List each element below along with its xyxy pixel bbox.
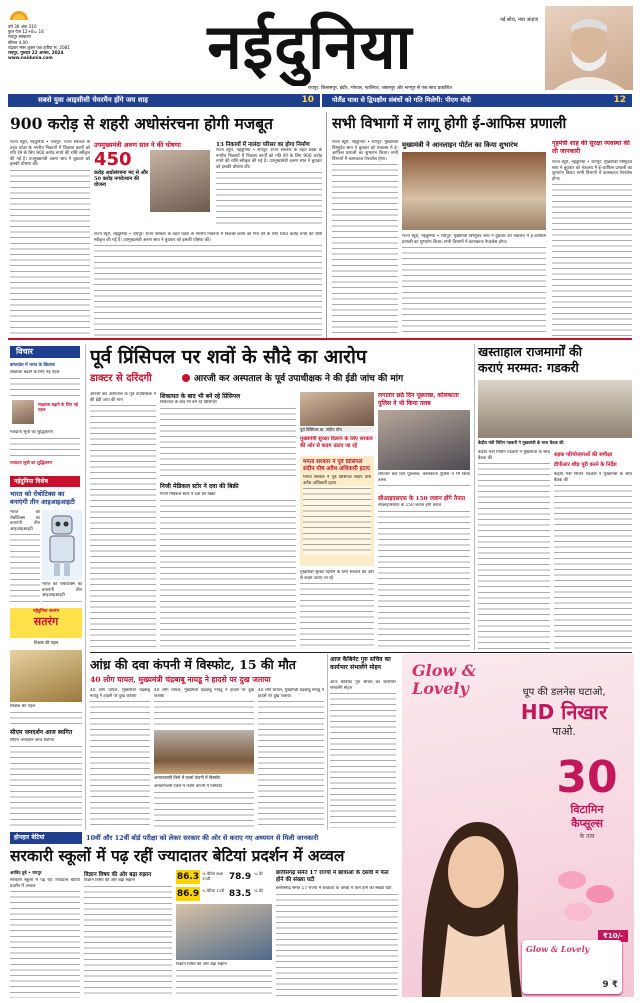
ad-capsules-sub: के तत्व [579,833,595,840]
vichar-label: विचार [10,346,80,358]
explosion-caption: अनकापल्ली जिले में फार्मा कंपनी में विस्फोट [154,775,221,780]
ad-product-pack: Glow & Lovely 9 ₹ [522,940,622,994]
website-link[interactable]: www.naidunia.com [8,55,53,61]
vichar-body-1: साक्षरता बढ़ाने के लिए नई पहल [10,370,80,398]
vichar-item-3[interactable]: मतदाता सूची का शुद्धिकरण [10,460,53,465]
andhra-side-headline: आज कैबिनेट गुरु सचिव का कार्यभार संभालेंगे मोहन [330,656,391,671]
top-right-side-headline: गृहमंत्री शाह की सुरक्षा व्यवस्था की ली जानकारी [552,140,630,155]
ad-line-1: धूप की डलनेस घटाओ, [522,687,606,698]
janadarshan-body: सीएम जनदर्शन आज स्थगित [10,738,82,826]
main-col-head-2: निजी मेडिकल स्टोर ने दवा की बिक्री [160,483,239,490]
vichar-body-2: मतदाता सूची का शुद्धिकरण [10,430,80,458]
section-divider-2 [90,652,632,653]
top-left-subhead: उपमुख्यमंत्री अरुण साव ने की घोषणा [94,141,181,149]
bottom-headline: सरकारी स्कूलों में पढ़ रहीं ज्यादातर बेटियां प्रदर्शन में अव्वल [10,846,345,865]
issue-date: रायपुर, गुरुवार 22 अगस्त, 2024 [8,50,64,56]
bottom-body-4: छत्तीसगढ़ समेत 17 राज्यों में छात्राओं के दसवीं में फेल होने की संख्या घटी [276,886,398,998]
special-label: नईदुनिया विशेष [10,476,80,487]
ad-line-3: पाओ. [552,725,576,738]
andhra-divider [327,654,328,830]
top-left-body-3: राज्य ब्यूरो, नईदुनिया • रायपुर: राज्य सरकार के तहत प्रदेश के नगरीय निकायों में विकास कार्यों को गति देने के लिए 900 करोड़ रुपये की राशि स्वीकृत की गई है। उपमुख्यमंत्री अरुण साव ने बुधवार को इसकी घोषणा की। [94,232,322,336]
top-left-body: राज्य ब्यूरो, नईदुनिया • रायपुर: राज्य सरकार के तहत प्रदेश के नगरीय निकायों में विकास कार्यों को गति देने के लिए 900 करोड़ रुपये की राशि स्वीकृत की गई है। उपमुख्यमंत्री अरुण साव ने बुधवार को इसकी घोषणा की। [10,140,90,336]
pm-portrait-image [545,6,633,90]
bottom-strip: 10वीं और 12वीं बोर्ड परीक्षा को लेकर सरकार की ओर से कराए गए अध्ययन से मिली जानकारी [86,834,319,842]
andhra-subhead: 40 लोग घायल, मुख्यमंत्री चंद्रबाबू नायडू ने हादसे पर दुख जताया [90,675,271,684]
fund-box: 450 करोड़ अधोसंरचना मद से और 50 करोड़ नगरोत्थान की योजना [94,149,148,188]
ad-price-tag: ₹10/- [598,930,628,942]
column-divider [326,112,327,338]
gadkari-body-1: केंद्रीय मंत्री नितिन गडकरी ने मुख्यमंत्री के साथ बैठक की [478,450,550,650]
gadkari-body-2: केंद्रीय मंत्री नितिन गडकरी ने मुख्यमंत्री के साथ बैठक की [554,472,632,650]
main-divider [474,344,475,650]
main-body-4: मुख्यमंत्री सुरक्षा दिलाने के लिए सरकार की ओर से कदम उठाए जा रहे [300,570,374,650]
satrang-sub: शिक्षक की पहल [33,640,59,645]
promo-strip-left[interactable]: सबसे युवा आइसीसी चेयरमैन होंगे जय शाह 10 [8,94,320,107]
tagline: नई सोच, नया अंदाज [500,17,538,23]
deputy-cm-photo [150,150,210,212]
edition-cities: रायपुर, बिलासपुर, इंदौर, भोपाल, ग्वालियर, जबलपुर और नागपुर से एक साथ प्रकाशित [308,86,452,91]
stat-3: 86.9 [176,889,200,899]
ad-brand-logo: Glow & Lovely [412,661,477,698]
bottom-body-2: विज्ञान विषय की ओर बढ़ा रुझान [84,878,172,998]
bottom-right-head: छत्तीसगढ़ समेत 17 राज्यों में छात्राओं के दसवीं में फेल होने की संख्या घटी [276,870,389,883]
principal-photo-caption: पूर्व प्रिंसिपल डा. संदीप घोष [300,427,374,432]
ad-line-2: HD निखार [520,700,608,724]
main-body-2: शिकायत के बाद भी बने रहे प्रिंसिपल [160,400,296,480]
gadkari-headline-2: कराएं मरम्मत: गडकरी [478,360,579,375]
newspaper-title: नईदुनिया [207,10,413,83]
gadkari-bullet-1: सड़क परियोजनाओं की समीक्षा [554,452,613,458]
satrang-banner[interactable]: नईदुनिया सतरंग सतरंग [10,608,82,638]
ad-big-number: 30 [556,752,618,803]
principal-photo [300,392,374,426]
kolkata-protest-photo [378,410,470,470]
students-photo [176,904,272,960]
columnist-photo [12,400,34,424]
andhra-body-4: 40 लोग घायल, मुख्यमंत्री चंद्रबाबू नायडू ने हादसे पर दुख जताया [258,688,324,828]
vichar-item-2[interactable]: साक्षरता बढ़ाने के लिए नई पहल [38,402,78,413]
ad-model-image [402,744,542,997]
main-right-body: लगातार छठे दिन पूछताछ, कोलकाता पुलिस ने भी किया तलब [378,472,470,490]
gadkari-bullet-2: डीपीआर शीघ्र पूरी करने के निर्देश [554,462,617,468]
top-left-subhead-2: 13 निकायों में नालंदा परिसर का होगा निर्माण [216,142,310,148]
ad-vitamin: विटामिन [570,803,604,816]
explosion-site-photo [154,730,254,774]
top-right-side-body: राज्य ब्यूरो, नईदुनिया • रायपुर: मुख्यमंत्री विष्णुदेव साय ने बुधवार को मंत्रालय में ई-आफिस प्रणाली का शुभारंभ किया। सभी विभागों में कामकाज पेपरलेस होगा। [552,160,632,336]
stat-head: विज्ञान विषय की ओर बढ़ा रुझान [84,872,152,878]
main-quote: मुख्यमंत्री सुरक्षा दिलाने के लिए सरकार की ओर से कदम उठाए जा रहे [300,436,373,449]
vichar-item-1[interactable]: बांग्लादेश में भारत के खिलाफ [10,362,55,367]
andhra-body-1: 40 लोग घायल, मुख्यमंत्री चंद्रबाबू नायडू ने हादसे पर दुख जताया [90,688,150,828]
special-body: भारत को रोबोटिक्स का बनाएंगी तीन आइआइआइटी [10,510,40,604]
bullet-icon [182,374,190,382]
stat-1-label: % बेटियां कक्षा 10वीं [202,871,223,881]
janadarshan-headline[interactable]: सीएम जनदर्शन आज स्थगित [10,729,73,736]
stat-4: 83.5 [228,889,252,899]
bottom-label: होनहार बेटियां [10,832,82,844]
andhra-side-body: आज कैबिनेट गुरु सचिव का कार्यभार संभालेंगे मोहन [330,680,396,828]
top-right-subhead: मुख्यमंत्री ने आनलाइन पोर्टल का किया शुभारंभ [402,141,518,149]
stat-panel [176,870,272,902]
stat-2: 78.9 [228,872,252,882]
stat-2-label: % बेटे [254,871,263,876]
main-kicker: डाक्टर से दरिंदगी [90,373,152,384]
ad-capsules-image [542,850,632,940]
stat-3-label: % बेटियां 12वीं [202,888,225,893]
edition-info: वर्ष 36 अंक 310 कुल पेज 12+8= 16 रायपुर संस्करण कीमत 4.00 चंद्रवार मास शुक्ल पक्ष तृतीया सं. 2081 रायपुर, गुरुवार 22 अगस्त, 2024 www.naidunia.com [8,24,128,60]
top-right-body-2: राज्य ब्यूरो, नईदुनिया • रायपुर: मुख्यमंत्री विष्णुदेव साय ने बुधवार को मंत्रालय में ई-आफिस प्रणाली का शुभारंभ किया। सभी विभागों में कामकाज पेपरलेस होगा। [402,234,546,336]
main-right-head-2: सीआइएसएफ के 150 जवान होंगे तैनात [378,496,466,502]
section-divider [8,338,632,340]
sun-logo-icon [8,6,30,22]
top-right-body: राज्य ब्यूरो, नईदुनिया • रायपुर: मुख्यमंत्री विष्णुदेव साय ने बुधवार को मंत्रालय में ई-आफिस प्रणाली का शुभारंभ किया। सभी विभागों में कामकाज पेपरलेस होगा। [332,140,398,336]
cm-eoffice-launch-photo [402,152,546,230]
robot-illustration [42,510,82,580]
andhra-headline: आंध्र की दवा कंपनी में विस्फोट, 15 की मौत [90,657,296,672]
main-body-1: आरजी कर अस्पताल के पूर्व उपाधीक्षक ने की ईडी जांच की मांग [90,392,156,650]
bottom-byline: अरविंद दुबे • रायपुर [10,870,42,875]
main-right-body-2: सीआइएसएफ के 150 जवान होंगे तैनात [378,503,470,650]
andhra-body-3: अनकापल्ली जिले में फार्मा कंपनी में विस्फोट [154,784,254,828]
main-col-head: शिकायत के बाद भी बने रहे प्रिंसिपल [160,393,241,400]
satrang-body: शिक्षक की पहल [10,704,82,726]
top-left-body-2: राज्य ब्यूरो, नईदुनिया • रायपुर: राज्य सरकार के तहत प्रदेश के नगरीय निकायों में विकास कार्यों को गति देने के लिए 900 करोड़ रुपये की राशि स्वीकृत की गई है। उपमुख्यमंत्री अरुण साव ने बुधवार को इसकी घोषणा की। [216,148,322,228]
stat-1: 86.3 [176,872,200,882]
bottom-body-1: सरकारी स्कूलों में पढ़ रहीं ज्यादातर बेटियां प्रदर्शन में अव्वल [10,878,80,998]
left-rail-divider [85,344,86,830]
special-body-2: भारत को रोबोटिक्स का बनाएंगी तीन आइआइआइटी [42,582,82,604]
top-right-headline: सभी विभागों में लागू होगी ई-आफिस प्रणाली [332,115,567,132]
gadkari-meeting-photo [478,380,632,438]
gadkari-caption: केंद्रीय मंत्री नितिन गडकरी ने मुख्यमंत्री के साथ बैठक की [478,440,564,445]
promo-strip-right[interactable]: पोलैंड यात्रा से द्विपक्षीय संबंधों को गति मिलेगी: पीएम मोदी 12 [322,94,632,107]
mamata-box: ममता सरकार ने पूर्व प्रिंसिपल संदीप घोष अवैध अधिकारी हटाए ममता सरकार ने पूर्व प्रिंसिपल संदीप घोष अवैध अधिकारी हटाए [300,456,374,566]
main-right-head: लगातार छठे दिन पूछताछ, कोलकाता पुलिस ने भी किया तलब [378,392,459,407]
glow-lovely-ad[interactable] [402,654,634,997]
main-body-3: निजी मेडिकल स्टोर ने दवा की बिक्री [160,492,296,650]
main-subhead: आरजी कर अस्पताल के पूर्व उपाधीक्षक ने की ईडी जांच की मांग [194,374,404,384]
stat-4-label: % बेटे [254,888,263,893]
main-headline: पूर्व प्रिंसिपल पर शवों के सौदे का आरोप [90,346,367,368]
top-left-headline: 900 करोड़ से शहरी अधोसंरचना होगी मजबूत [10,114,273,133]
ad-capsules: कैप्सूल्स [571,817,603,830]
bottom-body-3: विज्ञान विषय की ओर बढ़ा रुझान [176,962,272,998]
gadkari-headline-1: खस्ताहाल राजमार्गों की [478,344,582,359]
satrang-photo [10,650,82,702]
andhra-body-2: 40 लोग घायल, मुख्यमंत्री चंद्रबाबू नायडू ने हादसे पर दुख जताया [154,688,254,728]
special-headline[interactable]: भारत को रोबोटिक्स का बनाएंगी तीन आइआइआइटी [10,490,75,506]
